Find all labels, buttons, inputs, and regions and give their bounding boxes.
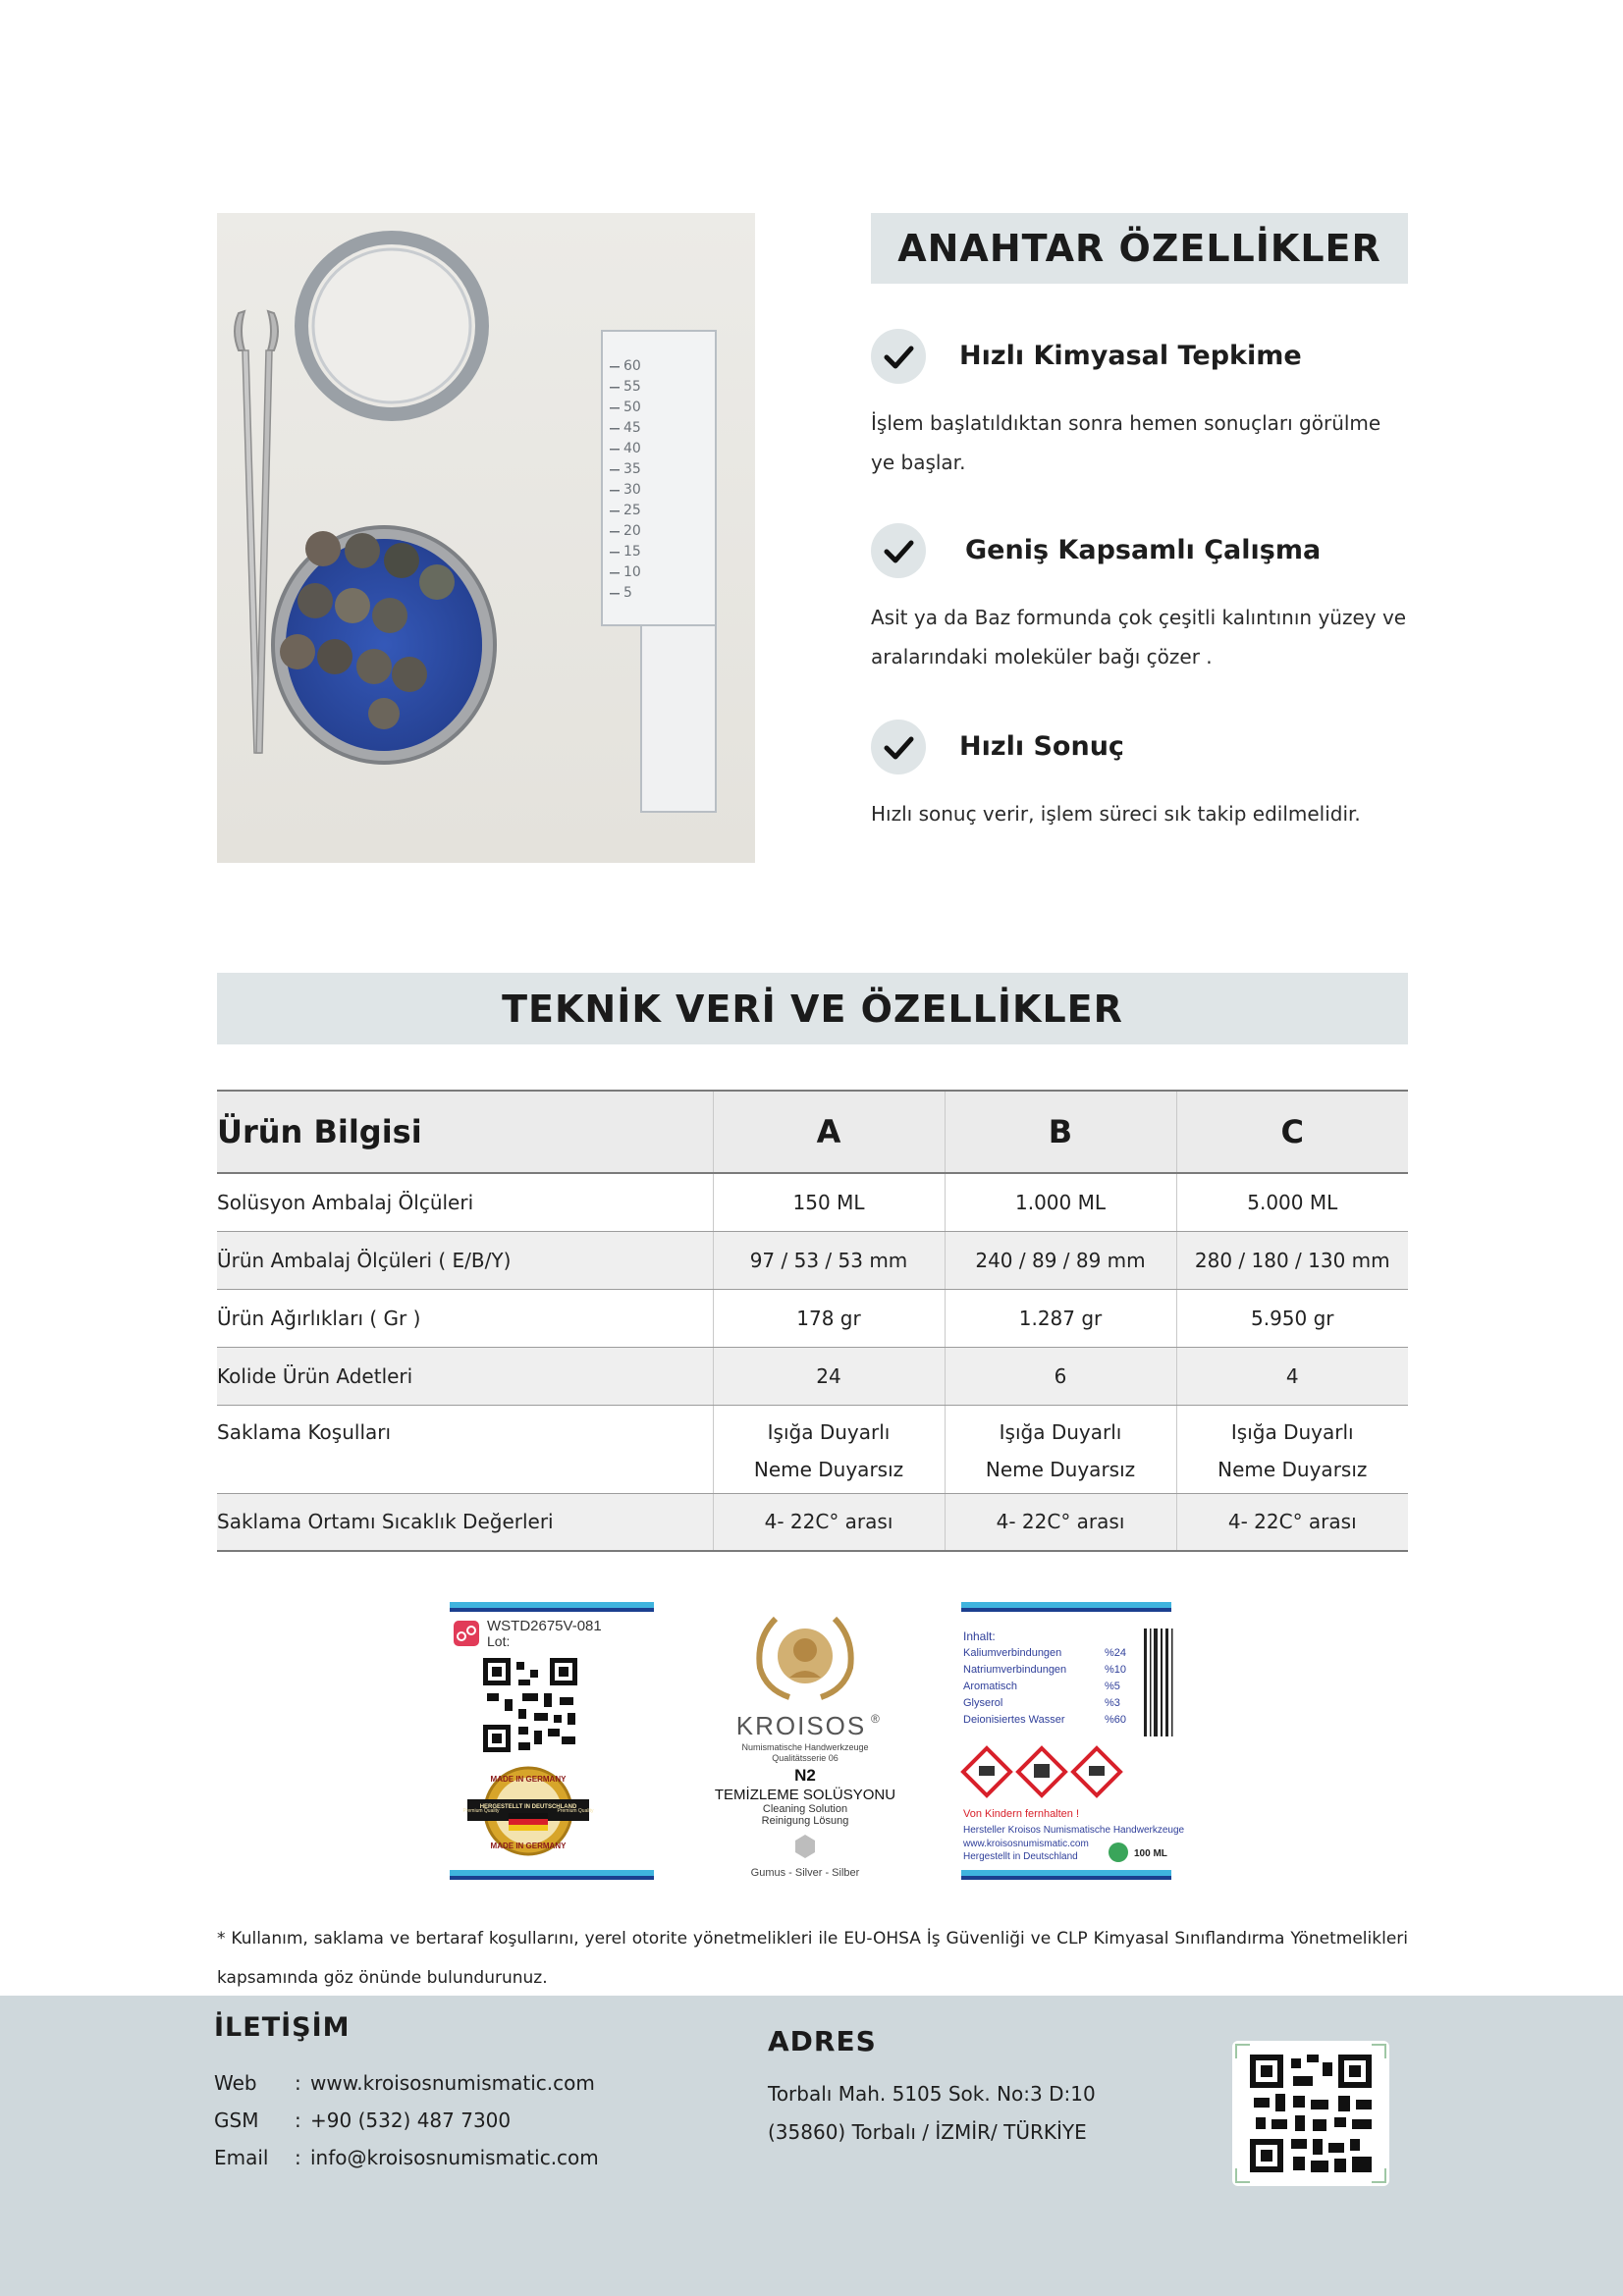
product-photo-illustration	[217, 213, 755, 863]
seal-bottom-text: MADE IN GERMANY	[490, 1842, 567, 1850]
ruler-tick-label: 30	[623, 482, 641, 498]
table-cell: 6	[945, 1347, 1176, 1405]
brand-name: KROISOS	[735, 1711, 867, 1740]
table-cell: 4- 22C° arası	[945, 1493, 1176, 1551]
address-title: ADRES	[768, 2025, 877, 2057]
contact-separator: :	[295, 2146, 301, 2169]
ruler-tick-mark	[610, 428, 620, 430]
maker-text: Hersteller Kroisos Numismatische Handwerkzeuge	[963, 1825, 1185, 1836]
qr-code-icon	[1232, 2041, 1389, 2186]
table-row	[217, 1347, 1408, 1405]
ruler-tick-label: 10	[623, 564, 641, 580]
ruler-tick-label: 40	[623, 441, 641, 456]
seal-mid-text: HERGESTELLT IN DEUTSCHLAND	[479, 1804, 577, 1810]
table-row	[217, 1493, 1408, 1551]
table-cell: 5.950 gr	[1176, 1289, 1408, 1347]
checkmark-icon	[871, 329, 926, 384]
contact-row	[214, 2146, 599, 2169]
label-lot: Lot:	[487, 1633, 511, 1649]
ruler-tick-label: 35	[623, 461, 641, 477]
ingredient-percent: %5	[1105, 1681, 1120, 1692]
ruler-tick-mark	[610, 531, 620, 533]
contact-row	[214, 2109, 511, 2132]
warning-text: Von Kindern fernhalten !	[963, 1808, 1080, 1820]
ruler-tick-mark	[610, 490, 620, 492]
product-label-brand	[687, 1599, 923, 1884]
contact-email-link[interactable]: info@kroisosnumismatic.com	[310, 2146, 599, 2169]
spec-table	[217, 1090, 1408, 1552]
column-header: C	[1176, 1091, 1408, 1173]
table-cell: 1.287 gr	[945, 1289, 1176, 1347]
product-label-qr	[426, 1599, 662, 1884]
table-cell: 240 / 89 / 89 mm	[945, 1231, 1176, 1289]
ruler-tick-label: 15	[623, 544, 641, 560]
ruler-tick-label: 25	[623, 503, 641, 518]
technical-header	[217, 973, 1408, 1044]
product-label-ingredients	[957, 1599, 1203, 1884]
metal-types: Gumus - Silver - Silber	[750, 1867, 860, 1879]
address-line: Torbalı Mah. 5105 Sok. No:3 D:10	[768, 2082, 1096, 2106]
table-cell: 178 gr	[713, 1289, 945, 1347]
column-header: B	[945, 1091, 1176, 1173]
coin-dish	[273, 527, 495, 763]
brand-sub-2: Qualitätsserie 06	[772, 1753, 839, 1763]
feature-description-line: Hızlı sonuç verir, işlem süreci sık takip edilmelidir.	[871, 802, 1361, 826]
ingredient-percent: %10	[1105, 1664, 1127, 1676]
ingredient-percent: %24	[1105, 1647, 1127, 1659]
table-cell: 24	[713, 1347, 945, 1405]
row-label: Kolide Ürün Adetleri	[217, 1347, 713, 1405]
row-label: Saklama Koşulları	[217, 1405, 713, 1493]
product-code: N2	[794, 1766, 816, 1785]
feature-description-line: ye başlar.	[871, 451, 966, 474]
ingredient-name: Aromatisch	[963, 1681, 1018, 1692]
recycle-icon	[1109, 1842, 1128, 1862]
ruler-tick-label: 20	[623, 523, 641, 539]
table-cell	[1176, 1405, 1408, 1493]
key-features-title: ANAHTAR ÖZELLİKLER	[897, 227, 1381, 270]
table-cell: 4- 22C° arası	[1176, 1493, 1408, 1551]
ruler-tick-mark	[610, 387, 620, 389]
table-row	[217, 1405, 1408, 1493]
table-cell: 97 / 53 / 53 mm	[713, 1231, 945, 1289]
brand-sub-1: Numismatische Handwerkzeuge	[741, 1742, 869, 1752]
ingredient-name: Kaliumverbindungen	[963, 1647, 1062, 1659]
table-header-row	[217, 1091, 1408, 1173]
contact-title: İLETİŞİM	[214, 2012, 351, 2043]
table-cell	[945, 1405, 1176, 1493]
ruler-tick-mark	[610, 366, 620, 368]
cell-line: Neme Duyarsız	[985, 1457, 1136, 1481]
contact-key: Web	[214, 2071, 257, 2095]
row-label: Solüsyon Ambalaj Ölçüleri	[217, 1173, 713, 1231]
seal-top-text: MADE IN GERMANY	[490, 1775, 567, 1784]
ruler-tick-label: 45	[623, 420, 641, 436]
ruler-tick-label: 5	[623, 585, 632, 601]
inhalt-title: Inhalt:	[963, 1629, 996, 1643]
feature-description	[871, 403, 1416, 482]
contact-key: Email	[214, 2146, 269, 2169]
ingredient-name: Deionisiertes Wasser	[963, 1714, 1065, 1726]
ruler-tick-mark	[610, 449, 620, 451]
volume-text: 100 ML	[1134, 1848, 1167, 1859]
label-code: WSTD2675V-081	[487, 1618, 602, 1634]
contact-separator: :	[295, 2071, 301, 2095]
cell-line: Işığa Duyarlı	[767, 1419, 891, 1444]
contact-separator: :	[295, 2109, 301, 2132]
product-name-en: Cleaning Solution	[762, 1803, 848, 1815]
ruler-tick-label: 55	[623, 379, 641, 395]
table-cell: 4- 22C° arası	[713, 1493, 945, 1551]
product-name-de: Reinigung Lösung	[761, 1815, 849, 1827]
measuring-block	[602, 331, 716, 812]
ruler-tick-label: 50	[623, 400, 641, 415]
ingredient-name: Natriumverbindungen	[963, 1664, 1067, 1676]
web-text: www.kroisosnumismatic.com	[963, 1839, 1089, 1849]
cell-line: Neme Duyarsız	[753, 1457, 904, 1481]
row-label: Ürün Ambalaj Ölçüleri ( E/B/Y)	[217, 1231, 713, 1289]
ingredient-percent: %3	[1105, 1697, 1120, 1709]
product-name: TEMİZLEME SOLÜSYONU	[714, 1787, 896, 1803]
cell-line: Neme Duyarsız	[1217, 1457, 1368, 1481]
cell-line: Işığa Duyarlı	[1230, 1419, 1354, 1444]
tweezers-icon	[235, 311, 278, 753]
feature-description-line: aralarındaki moleküler bağı çözer .	[871, 645, 1213, 668]
ruler-tick-mark	[610, 552, 620, 554]
footer-qr-code[interactable]	[1232, 2041, 1389, 2186]
checkmark-icon	[871, 720, 926, 774]
ingredient-name: Glyserol	[963, 1697, 1003, 1709]
feature-title: Hızlı Sonuç	[959, 731, 1124, 762]
technical-title: TEKNİK VERİ VE ÖZELLİKLER	[502, 987, 1123, 1031]
feature-description-line: Asit ya da Baz formunda çok çeşitli kalıntının yüzey ve	[871, 606, 1407, 629]
feature-description	[871, 598, 1416, 676]
table-row	[217, 1289, 1408, 1347]
contact-row	[214, 2071, 595, 2095]
ruler-tick-label: 60	[623, 358, 641, 374]
feature-title: Geniş Kapsamlı Çalışma	[965, 535, 1322, 565]
key-features-header	[871, 213, 1408, 284]
footnote: * Kullanım, saklama ve bertaraf koşullarını, yerel otorite yönetmelikleri ile EU-OHSA İş Güvenliği ve CLP Kimyasal Sınıflandırma Yönetmelikleri kapsamında göz önünde bulundurunuz.	[217, 1929, 1408, 1988]
contact-phone-link[interactable]: +90 (532) 487 7300	[310, 2109, 512, 2132]
made-text: Hergestellt in Deutschland	[963, 1851, 1078, 1862]
table-cell: 150 ML	[713, 1173, 945, 1231]
table-cell	[713, 1405, 945, 1493]
contact-key: GSM	[214, 2109, 259, 2132]
seal-right-text: Premium Quality	[557, 1808, 594, 1814]
contact-web-link[interactable]: www.kroisosnumismatic.com	[310, 2071, 595, 2095]
qr-code-icon	[483, 1658, 577, 1752]
seal-left-text: Premium Quality	[462, 1808, 500, 1814]
row-label: Ürün Ağırlıkları ( Gr )	[217, 1289, 713, 1347]
hazard-pictograms	[963, 1748, 1120, 1795]
row-label: Saklama Ortamı Sıcaklık Değerleri	[217, 1493, 713, 1551]
checkmark-icon	[871, 523, 926, 578]
feature-description	[871, 794, 1416, 833]
ruler-tick-mark	[610, 510, 620, 512]
cell-line: Işığa Duyarlı	[999, 1419, 1122, 1444]
table-cell: 1.000 ML	[945, 1173, 1176, 1231]
brand-registered-mark: ®	[871, 1712, 880, 1726]
table-cell: 4	[1176, 1347, 1408, 1405]
ruler-tick-mark	[610, 593, 620, 595]
table-cell: 5.000 ML	[1176, 1173, 1408, 1231]
address-line: (35860) Torbalı / İZMİR/ TÜRKİYE	[768, 2120, 1087, 2144]
column-header: Ürün Bilgisi	[217, 1113, 422, 1150]
table-row	[217, 1231, 1408, 1289]
table-row	[217, 1173, 1408, 1231]
product-photo	[217, 213, 755, 863]
ruler-tick-mark	[610, 407, 620, 409]
column-header: A	[713, 1091, 945, 1173]
ingredient-percent: %60	[1105, 1714, 1127, 1726]
feature-title: Hızlı Kimyasal Tepkime	[959, 341, 1302, 371]
logo-icon	[454, 1621, 479, 1646]
table-cell: 280 / 180 / 130 mm	[1176, 1231, 1408, 1289]
ruler-tick-mark	[610, 572, 620, 574]
ruler-tick-mark	[610, 469, 620, 471]
feature-description-line: İşlem başlatıldıktan sonra hemen sonuçları görülme	[871, 411, 1381, 435]
